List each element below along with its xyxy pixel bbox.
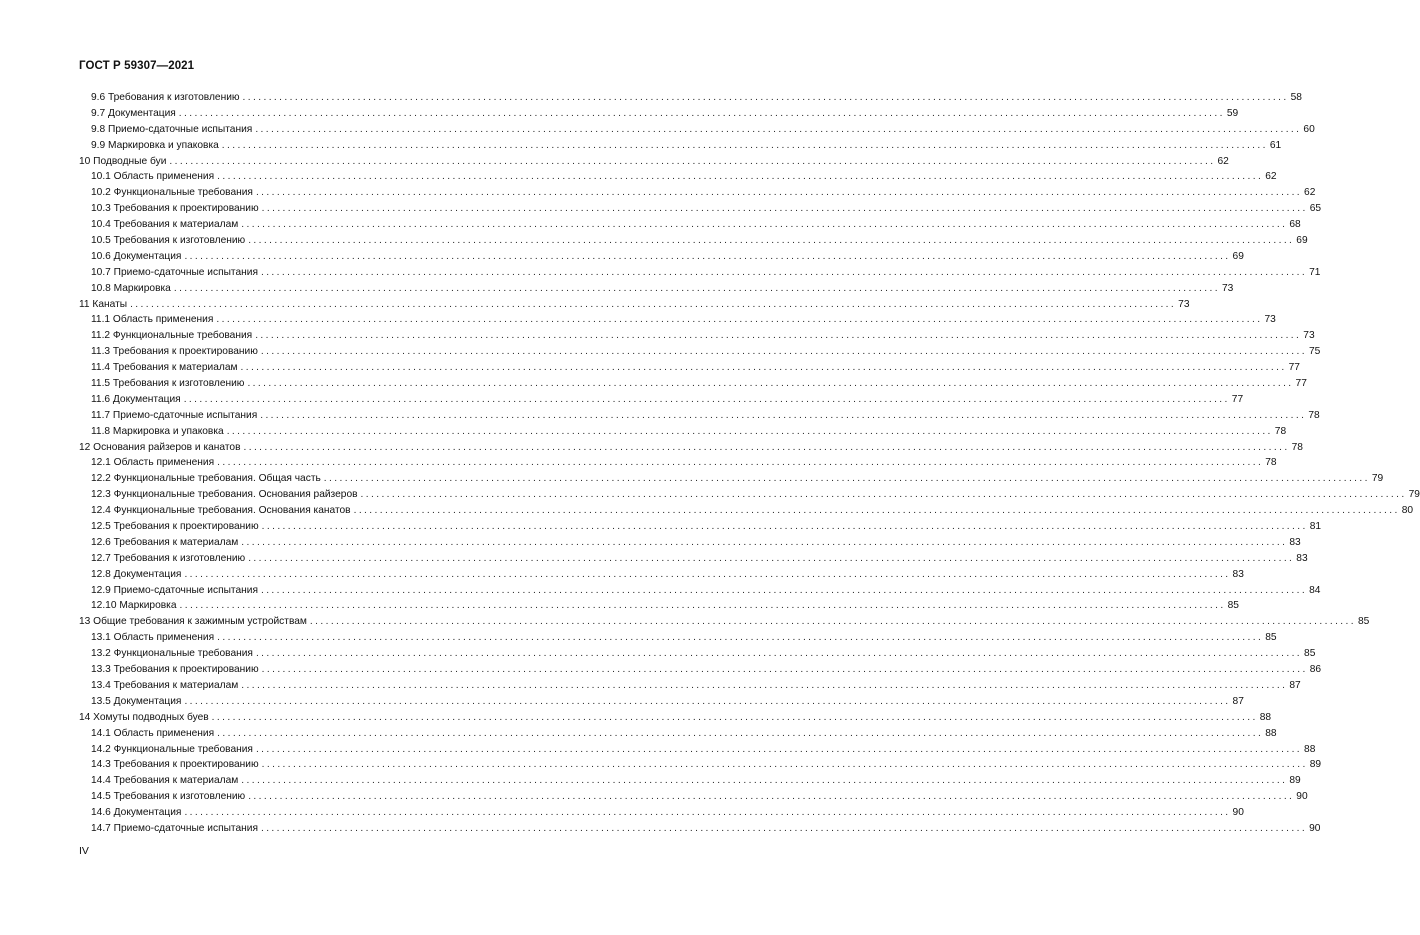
toc-subsection-entry[interactable] (79, 805, 1244, 821)
toc-entry-page: 78 (1291, 441, 1303, 453)
toc-entry-title: 13.4 Требования к материалам (91, 679, 239, 691)
toc-dot-leader: ........................................................................................................................................................................................................ (242, 91, 1289, 103)
toc-entry-title: 10.6 Документация (91, 250, 182, 262)
toc-dot-leader: ........................................................................................................................................................................................................ (255, 187, 1303, 199)
toc-dot-leader: ........................................................................................................................................................................................................ (184, 695, 1231, 707)
toc-subsection-entry[interactable] (79, 455, 1277, 471)
toc-entry-page: 79 (1371, 473, 1384, 485)
toc-subsection-entry[interactable] (79, 328, 1315, 344)
toc-entry-title: 10 Подводные буи (79, 155, 167, 167)
toc-entry-title: 11.1 Область применения (91, 314, 214, 326)
toc-entry-page: 69 (1232, 250, 1244, 262)
toc-entry-title: 9.7 Документация (91, 107, 176, 119)
toc-subsection-entry[interactable] (79, 217, 1301, 233)
toc-dot-leader: ........................................................................................................................................................................................................ (255, 648, 1303, 660)
toc-entry-title: 11 Канаты (79, 298, 128, 310)
toc-entry-title: 12.1 Область применения (91, 457, 215, 469)
toc-subsection-entry[interactable] (79, 424, 1287, 440)
toc-entry-title: 14.4 Требования к материалам (91, 775, 239, 787)
toc-subsection-entry[interactable] (79, 551, 1308, 567)
toc-entry-page: 88 (1304, 743, 1316, 755)
toc-entry-title: 9.9 Маркировка и упаковка (91, 139, 219, 151)
toc-subsection-entry[interactable] (79, 773, 1301, 789)
toc-entry-title: 9.8 Приемо-сдаточные испытания (91, 123, 253, 135)
toc-entry-page: 71 (1309, 266, 1321, 278)
toc-dot-leader: ........................................................................................................................................................................................................ (217, 632, 1264, 644)
toc-entry-title: 10.2 Функциональные требования (91, 187, 253, 199)
toc-dot-leader: ........................................................................................................................................................................................................ (184, 568, 1231, 580)
toc-entry-page: 90 (1309, 822, 1321, 834)
toc-subsection-entry[interactable] (79, 344, 1321, 360)
toc-dot-leader: ........................................................................................................................................................................................................ (217, 727, 1264, 739)
toc-dot-leader: ........................................................................................................................................................................................................ (360, 489, 1407, 501)
toc-dot-leader: ........................................................................................................................................................................................................ (260, 346, 1307, 358)
toc-subsection-entry[interactable] (79, 138, 1282, 154)
toc-dot-leader: ........................................................................................................................................................................................................ (173, 282, 1220, 294)
toc-entry-title: 11.6 Документация (91, 393, 181, 405)
toc-dot-leader: ........................................................................................................................................................................................................ (184, 250, 1231, 262)
document-id: ГОСТ Р 59307—2021 (79, 60, 195, 72)
table-of-contents (79, 90, 1420, 837)
toc-dot-leader: ........................................................................................................................................................................................................ (261, 203, 1308, 215)
toc-subsection-entry[interactable] (79, 169, 1277, 185)
toc-entry-page: 85 (1304, 648, 1316, 660)
toc-entry-title: 10.3 Требования к проектированию (91, 203, 259, 215)
toc-entry-page: 77 (1295, 378, 1307, 390)
toc-entry-title: 12.2 Функциональные требования. Общая часть (91, 473, 321, 485)
toc-entry-page: 85 (1358, 616, 1370, 628)
toc-subsection-entry[interactable] (79, 567, 1244, 583)
toc-entry-page: 88 (1259, 711, 1272, 723)
toc-subsection-entry[interactable] (79, 106, 1239, 122)
toc-entry-page: 87 (1289, 679, 1301, 691)
toc-dot-leader: ........................................................................................................................................................................................................ (260, 409, 1307, 421)
toc-dot-leader: ........................................................................................................................................................................................................ (261, 521, 1308, 533)
toc-dot-leader: ........................................................................................................................................................................................................ (178, 107, 1225, 119)
toc-entry-page: 60 (1303, 123, 1315, 135)
toc-dot-leader: ........................................................................................................................................................................................................ (353, 505, 1400, 517)
toc-entry-title: 13.2 Функциональные требования (91, 648, 253, 660)
toc-subsection-entry[interactable] (79, 471, 1384, 487)
toc-entry-page: 89 (1309, 759, 1322, 771)
toc-entry-page: 83 (1289, 536, 1301, 548)
toc-subsection-entry[interactable] (79, 503, 1414, 519)
toc-entry-title: 9.6 Требования к изготовлению (91, 91, 240, 103)
toc-dot-leader: ........................................................................................................................................................................................................ (183, 393, 1230, 405)
toc-entry-page: 83 (1296, 552, 1308, 564)
toc-subsection-entry[interactable] (79, 630, 1277, 646)
page-number: IV (79, 845, 89, 857)
toc-subsection-entry[interactable] (79, 678, 1301, 694)
toc-entry-page: 62 (1265, 171, 1277, 183)
toc-dot-leader: ........................................................................................................................................................................................................ (255, 330, 1302, 342)
toc-subsection-entry[interactable] (79, 519, 1322, 535)
toc-subsection-entry[interactable] (79, 662, 1322, 678)
toc-subsection-entry[interactable] (79, 599, 1239, 615)
toc-entry-title: 14.2 Функциональные требования (91, 743, 253, 755)
toc-entry-title: 14.5 Требования к изготовлению (91, 791, 246, 803)
toc-dot-leader: ........................................................................................................................................................................................................ (216, 314, 1263, 326)
toc-entry-title: 14.6 Документация (91, 807, 182, 819)
toc-subsection-entry[interactable] (79, 185, 1316, 201)
toc-entry-title: 10.7 Приемо-сдаточные испытания (91, 266, 258, 278)
toc-entry-title: 13 Общие требования к зажимным устройствам (79, 616, 307, 628)
toc-entry-title: 10.1 Область применения (91, 171, 215, 183)
toc-dot-leader: ........................................................................................................................................................................................................ (179, 600, 1226, 612)
toc-dot-leader: ........................................................................................................................................................................................................ (217, 457, 1264, 469)
toc-section-entry[interactable] (79, 440, 1303, 456)
toc-dot-leader: ........................................................................................................................................................................................................ (241, 775, 1288, 787)
toc-entry-page: 87 (1232, 695, 1244, 707)
toc-entry-title: 11.4 Требования к материалам (91, 362, 238, 374)
toc-entry-title: 12 Основания райзеров и канатов (79, 441, 241, 453)
toc-entry-title: 11.5 Требования к изготовлению (91, 378, 245, 390)
toc-dot-leader: ........................................................................................................................................................................................................ (309, 616, 1356, 628)
toc-section-entry[interactable] (79, 297, 1190, 313)
toc-subsection-entry[interactable] (79, 392, 1244, 408)
toc-entry-page: 62 (1304, 187, 1316, 199)
toc-entry-title: 12.7 Требования к изготовлению (91, 552, 246, 564)
toc-entry-title: 10.5 Требования к изготовлению (91, 235, 246, 246)
toc-dot-leader: ........................................................................................................................................................................................................ (248, 791, 1295, 803)
toc-dot-leader: ........................................................................................................................................................................................................ (240, 362, 1287, 374)
toc-entry-page: 69 (1296, 235, 1308, 246)
toc-entry-title: 12.6 Требования к материалам (91, 536, 239, 548)
toc-dot-leader: ........................................................................................................................................................................................................ (241, 536, 1288, 548)
toc-dot-leader: ........................................................................................................................................................................................................ (184, 807, 1231, 819)
toc-subsection-entry[interactable] (79, 757, 1322, 773)
toc-subsection-entry[interactable] (79, 821, 1321, 837)
toc-entry-title: 12.9 Приемо-сдаточные испытания (91, 584, 258, 596)
toc-entry-page: 61 (1269, 139, 1282, 151)
toc-dot-leader: ........................................................................................................................................................................................................ (243, 441, 1290, 453)
toc-entry-page: 84 (1309, 584, 1321, 596)
toc-subsection-entry[interactable] (79, 281, 1234, 297)
toc-dot-leader: ........................................................................................................................................................................................................ (169, 155, 1216, 167)
toc-subsection-entry[interactable] (79, 312, 1276, 328)
toc-entry-page: 78 (1274, 425, 1287, 437)
toc-dot-leader: ........................................................................................................................................................................................................ (255, 123, 1302, 135)
toc-entry-page: 80 (1401, 505, 1414, 517)
toc-entry-title: 12.4 Функциональные требования. Основания канатов (91, 505, 351, 517)
toc-entry-title: 14.7 Приемо-сдаточные испытания (91, 822, 258, 834)
toc-entry-page: 81 (1309, 521, 1322, 533)
toc-subsection-entry[interactable] (79, 201, 1322, 217)
toc-subsection-entry[interactable] (79, 376, 1307, 392)
toc-entry-title: 13.5 Документация (91, 695, 182, 707)
toc-entry-page: 68 (1289, 219, 1301, 231)
toc-entry-page: 58 (1290, 91, 1302, 103)
toc-entry-page: 77 (1288, 362, 1300, 374)
toc-entry-page: 78 (1308, 409, 1320, 421)
toc-dot-leader: ........................................................................................................................................................................................................ (217, 171, 1264, 183)
toc-dot-leader: ........................................................................................................................................................................................................ (221, 139, 1268, 151)
toc-dot-leader: ........................................................................................................................................................................................................ (323, 473, 1370, 485)
toc-entry-page: 86 (1309, 664, 1322, 676)
toc-entry-title: 14.1 Область применения (91, 727, 215, 739)
toc-entry-page: 90 (1232, 807, 1244, 819)
toc-dot-leader: ........................................................................................................................................................................................................ (260, 266, 1308, 278)
toc-entry-title: 12.8 Документация (91, 568, 182, 580)
toc-dot-leader: ........................................................................................................................................................................................................ (241, 679, 1288, 691)
toc-dot-leader: ........................................................................................................................................................................................................ (226, 425, 1273, 437)
toc-entry-title: 13.3 Требования к проектированию (91, 664, 259, 676)
toc-entry-title: 10.8 Маркировка (91, 282, 171, 294)
toc-entry-page: 77 (1231, 393, 1244, 405)
toc-entry-page: 62 (1217, 155, 1229, 167)
toc-section-entry[interactable] (79, 154, 1229, 170)
toc-entry-title: 13.1 Область применения (91, 632, 215, 644)
toc-dot-leader: ........................................................................................................................................................................................................ (241, 219, 1288, 231)
toc-entry-title: 10.4 Требования к материалам (91, 219, 239, 231)
toc-entry-page: 79 (1408, 489, 1420, 501)
toc-dot-leader: ........................................................................................................................................................................................................ (260, 584, 1308, 596)
toc-dot-leader: ........................................................................................................................................................................................................ (248, 552, 1295, 564)
toc-subsection-entry[interactable] (79, 646, 1316, 662)
toc-dot-leader: ........................................................................................................................................................................................................ (261, 759, 1308, 771)
toc-section-entry[interactable] (79, 614, 1370, 630)
toc-subsection-entry[interactable] (79, 122, 1315, 138)
toc-dot-leader: ........................................................................................................................................................................................................ (130, 298, 1177, 310)
toc-dot-leader: ........................................................................................................................................................................................................ (261, 664, 1308, 676)
toc-subsection-entry[interactable] (79, 535, 1301, 551)
toc-entry-title: 12.10 Маркировка (91, 600, 177, 612)
toc-entry-page: 83 (1232, 568, 1244, 580)
toc-entry-page: 90 (1296, 791, 1308, 803)
toc-entry-page: 73 (1221, 282, 1234, 294)
toc-section-entry[interactable] (79, 710, 1272, 726)
toc-subsection-entry[interactable] (79, 265, 1321, 281)
toc-entry-page: 88 (1265, 727, 1277, 739)
toc-subsection-entry[interactable] (79, 487, 1420, 503)
toc-entry-page: 85 (1265, 632, 1277, 644)
toc-entry-title: 11.7 Приемо-сдаточные испытания (91, 409, 258, 421)
toc-entry-page: 73 (1264, 314, 1276, 326)
toc-entry-title: 11.2 Функциональные требования (91, 330, 253, 342)
toc-entry-page: 65 (1309, 203, 1322, 215)
toc-entry-title: 12.3 Функциональные требования. Основания райзеров (91, 489, 358, 501)
toc-entry-title: 12.5 Требования к проектированию (91, 521, 259, 533)
toc-subsection-entry[interactable] (79, 583, 1321, 599)
toc-dot-leader: ........................................................................................................................................................................................................ (248, 235, 1295, 246)
toc-entry-page: 59 (1226, 107, 1239, 119)
toc-subsection-entry[interactable] (79, 742, 1316, 758)
toc-entry-title: 11.8 Маркировка и упаковка (91, 425, 224, 437)
toc-subsection-entry[interactable] (79, 249, 1244, 265)
toc-subsection-entry[interactable] (79, 789, 1308, 805)
toc-entry-page: 78 (1265, 457, 1277, 469)
toc-subsection-entry[interactable] (79, 694, 1244, 710)
toc-subsection-entry[interactable] (79, 233, 1308, 249)
toc-dot-leader: ........................................................................................................................................................................................................ (247, 378, 1294, 390)
toc-dot-leader: ........................................................................................................................................................................................................ (211, 711, 1258, 723)
toc-entry-title: 11.3 Требования к проектированию (91, 346, 258, 358)
toc-entry-page: 85 (1227, 600, 1239, 612)
toc-entry-page: 89 (1289, 775, 1301, 787)
toc-subsection-entry[interactable] (79, 726, 1277, 742)
toc-subsection-entry[interactable] (79, 408, 1320, 424)
toc-entry-page: 75 (1308, 346, 1321, 358)
toc-subsection-entry[interactable] (79, 90, 1302, 106)
toc-entry-page: 73 (1303, 330, 1315, 342)
toc-entry-page: 73 (1178, 298, 1190, 310)
toc-entry-title: 14.3 Требования к проектированию (91, 759, 259, 771)
toc-dot-leader: ........................................................................................................................................................................................................ (255, 743, 1303, 755)
toc-subsection-entry[interactable] (79, 360, 1300, 376)
toc-dot-leader: ........................................................................................................................................................................................................ (260, 822, 1308, 834)
toc-entry-title: 14 Хомуты подводных буев (79, 711, 209, 723)
